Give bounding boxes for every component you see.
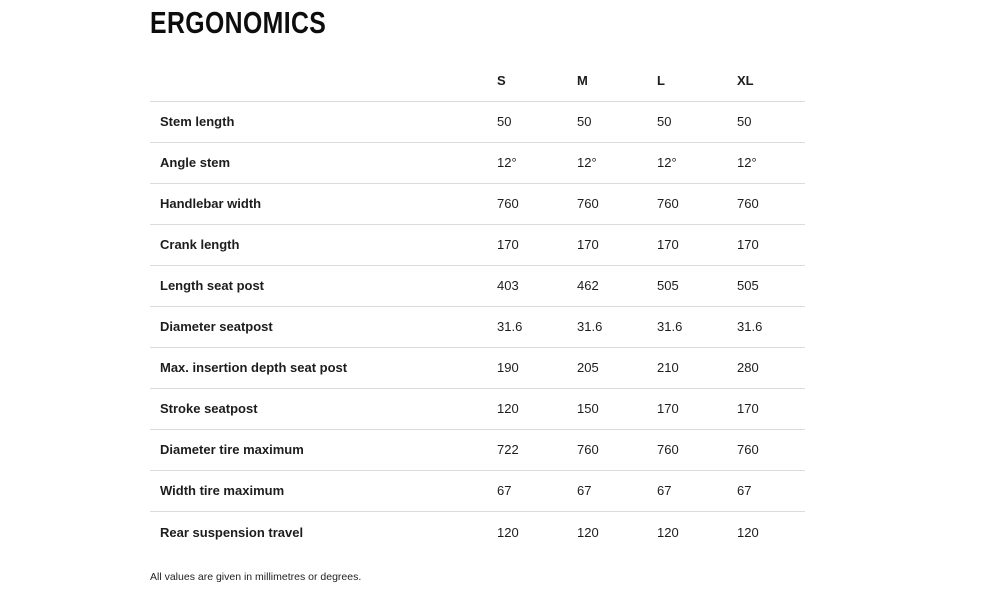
cell-value: 722 (497, 442, 519, 458)
cell-value: 12° (497, 155, 517, 171)
cell-value: 31.6 (497, 319, 523, 335)
cell-value: 31.6 (577, 319, 603, 335)
row-label: Crank length (160, 237, 240, 253)
cell-value: 120 (577, 524, 599, 540)
row-label: Diameter tire maximum (160, 442, 304, 458)
cell-value: 170 (497, 237, 519, 253)
cell-value: 120 (497, 524, 519, 540)
row-label: Diameter seatpost (160, 319, 273, 335)
cell-value: 31.6 (737, 319, 763, 335)
cell-value: 170 (577, 237, 599, 253)
column-header-m: M (577, 72, 588, 88)
row-label: Max. insertion depth seat post (160, 360, 348, 376)
cell-value: 12° (737, 155, 757, 171)
table-header-row (150, 60, 805, 102)
row-label: Rear suspension travel (160, 524, 304, 540)
cell-value: 210 (657, 360, 679, 376)
cell-value: 12° (577, 155, 597, 171)
cell-value: 50 (737, 114, 752, 130)
table-row (150, 348, 805, 389)
cell-value: 760 (577, 442, 599, 458)
cell-value: 760 (657, 442, 679, 458)
table-body (150, 102, 805, 553)
cell-value: 67 (577, 483, 592, 499)
cell-value: 205 (577, 360, 599, 376)
row-label: Length seat post (160, 278, 265, 294)
cell-value: 403 (497, 278, 519, 294)
page-title: ERGONOMICS (150, 5, 327, 40)
footnote: All values are given in millimetres or degrees. (150, 571, 362, 583)
table-row (150, 512, 805, 553)
cell-value: 120 (657, 524, 679, 540)
cell-value: 170 (657, 401, 679, 417)
ergonomics-table (150, 60, 805, 553)
cell-value: 760 (737, 196, 759, 212)
cell-value: 760 (657, 196, 679, 212)
table-row (150, 307, 805, 348)
cell-value: 67 (657, 483, 672, 499)
cell-value: 505 (737, 278, 759, 294)
table-row (150, 143, 805, 184)
column-header-s: S (497, 72, 506, 88)
cell-value: 280 (737, 360, 759, 376)
row-label: Angle stem (160, 155, 231, 171)
cell-value: 50 (657, 114, 672, 130)
cell-value: 170 (737, 237, 759, 253)
column-header-xl: XL (737, 72, 754, 88)
cell-value: 150 (577, 401, 599, 417)
cell-value: 50 (497, 114, 512, 130)
cell-value: 760 (737, 442, 759, 458)
cell-value: 67 (497, 483, 512, 499)
cell-value: 170 (657, 237, 679, 253)
table-row (150, 225, 805, 266)
cell-value: 120 (497, 401, 519, 417)
column-header-l: L (657, 72, 665, 88)
table-row (150, 184, 805, 225)
cell-value: 31.6 (657, 319, 683, 335)
table-row (150, 471, 805, 512)
table-row (150, 266, 805, 307)
row-label: Stem length (160, 114, 235, 130)
row-label: Handlebar width (160, 196, 262, 212)
content-area (150, 0, 805, 584)
cell-value: 120 (737, 524, 759, 540)
cell-value: 190 (497, 360, 519, 376)
cell-value: 170 (737, 401, 759, 417)
table-row (150, 430, 805, 471)
row-label: Width tire maximum (160, 483, 285, 499)
cell-value: 50 (577, 114, 592, 130)
table-row (150, 102, 805, 143)
cell-value: 760 (577, 196, 599, 212)
cell-value: 12° (657, 155, 677, 171)
cell-value: 67 (737, 483, 752, 499)
table-row (150, 389, 805, 430)
cell-value: 760 (497, 196, 519, 212)
cell-value: 505 (657, 278, 679, 294)
row-label: Stroke seatpost (160, 401, 258, 417)
cell-value: 462 (577, 278, 599, 294)
